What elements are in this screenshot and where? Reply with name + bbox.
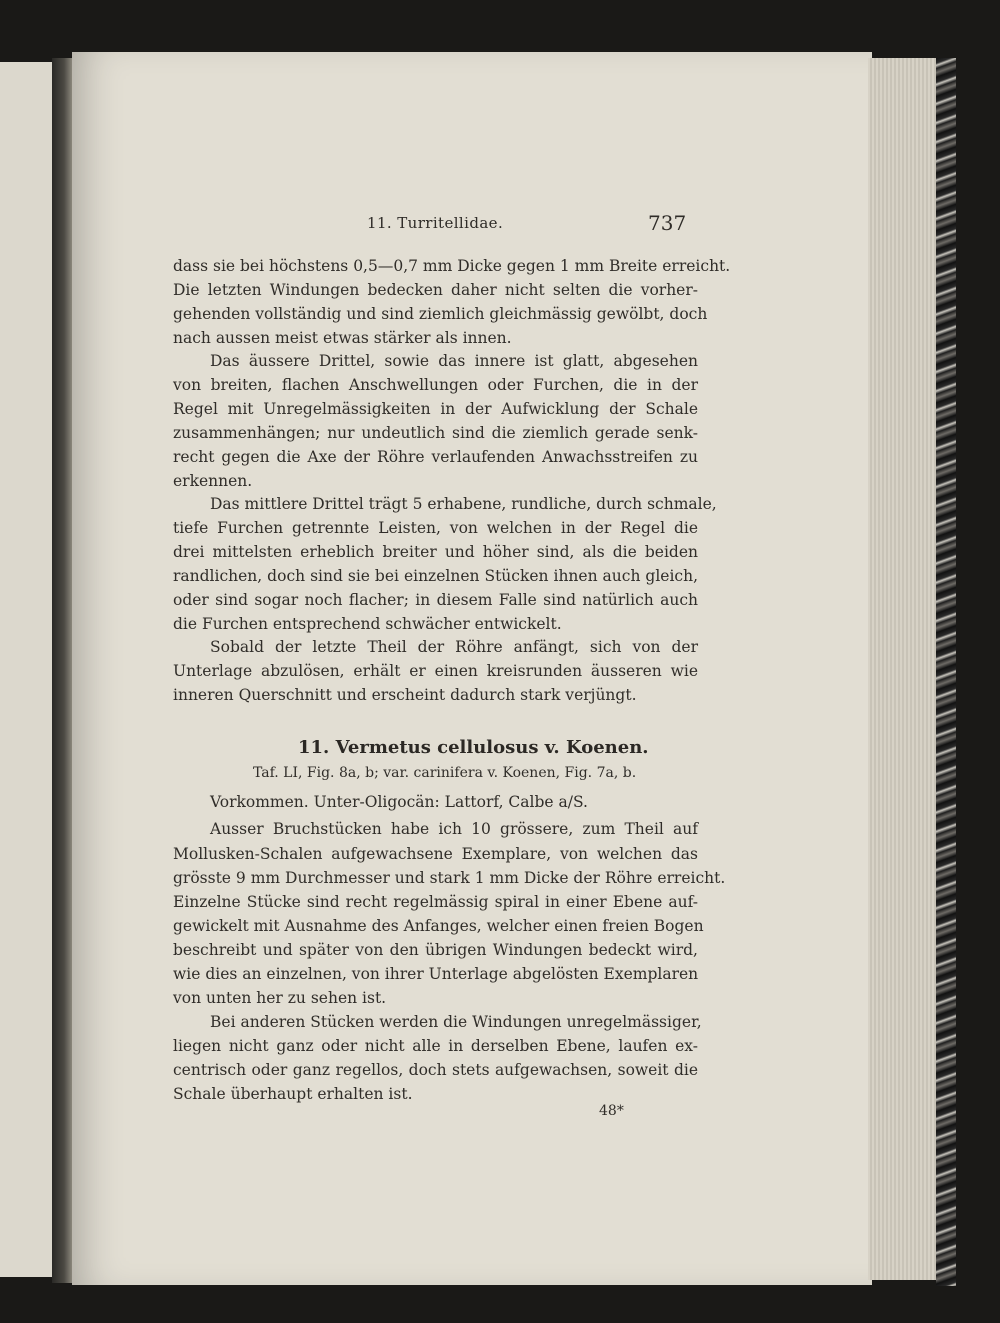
text-line: inneren Querschnitt und erscheint dadurch stark verjüngt. xyxy=(173,686,637,704)
text-line: zusammenhängen; nur undeutlich sind die ziemlich gerade senk- xyxy=(173,424,698,442)
text-line: Ausser Bruchstücken habe ich 10 grössere, zum Theil auf xyxy=(210,820,698,838)
text-line: oder sind sogar noch flacher; in diesem Falle sind natürlich auch xyxy=(173,591,698,609)
text-line: wie dies an einzelnen, von ihrer Unterlage abgelösten Exemplaren xyxy=(173,965,699,983)
text-line: Einzelne Stücke sind recht regelmässig spiral in einer Ebene auf- xyxy=(173,893,698,911)
left-page-edge xyxy=(0,62,54,1277)
text-line: erkennen. xyxy=(173,472,253,490)
text-line: Unterlage abzulösen, erhält er einen kreisrunden äusseren wie xyxy=(173,662,698,680)
text-line: Sobald der letzte Theil der Röhre anfängt, sich von der xyxy=(210,638,698,656)
text-line: grösste 9 mm Durchmesser und stark 1 mm Dicke der Röhre erreicht. xyxy=(173,869,726,887)
text-line: Vorkommen. Unter-Oligocän: Lattorf, Calbe a/S. xyxy=(210,793,588,811)
text-line: Mollusken-Schalen aufgewachsene Exemplare, von welchen das xyxy=(173,845,698,863)
running-header: 11. Turritellidae. xyxy=(367,214,504,232)
text-line: Das äussere Drittel, sowie das innere ist glatt, abgesehen xyxy=(210,352,698,370)
section-title: 11. Vermetus cellulosus v. Koenen. xyxy=(298,737,649,758)
text-line: drei mittelsten erheblich breiter und höher sind, als die beiden xyxy=(173,543,698,561)
text-line: centrisch oder ganz regellos, doch stets aufgewachsen, soweit die xyxy=(173,1061,698,1079)
text-line: gehenden vollständig und sind ziemlich gleichmässig gewölbt, doch xyxy=(173,305,708,323)
text-line: beschreibt und später von den übrigen Windungen bedeckt wird, xyxy=(173,941,698,959)
text-line: Schale überhaupt erhalten ist. xyxy=(173,1085,413,1103)
text-line: Bei anderen Stücken werden die Windungen unregelmässiger, xyxy=(210,1013,702,1031)
text-line: von unten her zu sehen ist. xyxy=(173,989,387,1007)
figure-reference: Taf. LI, Fig. 8a, b; var. carinifera v. Koenen, Fig. 7a, b. xyxy=(253,765,637,781)
marbled-cover-edge xyxy=(936,58,956,1286)
text-line: nach aussen meist etwas stärker als innen. xyxy=(173,329,512,347)
text-line: die Furchen entsprechend schwächer entwickelt. xyxy=(173,615,562,633)
text-line: randlichen, doch sind sie bei einzelnen Stücken ihnen auch gleich, xyxy=(173,567,698,585)
page-number: 737 xyxy=(648,211,687,235)
text-line: Regel mit Unregelmässigkeiten in der Aufwicklung der Schale xyxy=(173,400,698,418)
text-line: recht gegen die Axe der Röhre verlaufenden Anwachsstreifen zu xyxy=(173,448,698,466)
text-line: tiefe Furchen getrennte Leisten, von welchen in der Regel die xyxy=(173,519,698,537)
signature-mark: 48* xyxy=(599,1103,624,1119)
page-stack-edge xyxy=(868,58,940,1280)
text-line: Das mittlere Drittel trägt 5 erhabene, rundliche, durch schmale, xyxy=(210,495,717,513)
text-line: Die letzten Windungen bedecken daher nicht selten die vorher- xyxy=(173,281,698,299)
text-line: liegen nicht ganz oder nicht alle in derselben Ebene, laufen ex- xyxy=(173,1037,698,1055)
text-line: dass sie bei höchstens 0,5—0,7 mm Dicke gegen 1 mm Breite erreicht. xyxy=(173,257,731,275)
book-gutter xyxy=(52,58,72,1283)
text-line: gewickelt mit Ausnahme des Anfanges, welcher einen freien Bogen xyxy=(173,917,704,935)
text-line: von breiten, flachen Anschwellungen oder Furchen, die in der xyxy=(173,376,698,394)
